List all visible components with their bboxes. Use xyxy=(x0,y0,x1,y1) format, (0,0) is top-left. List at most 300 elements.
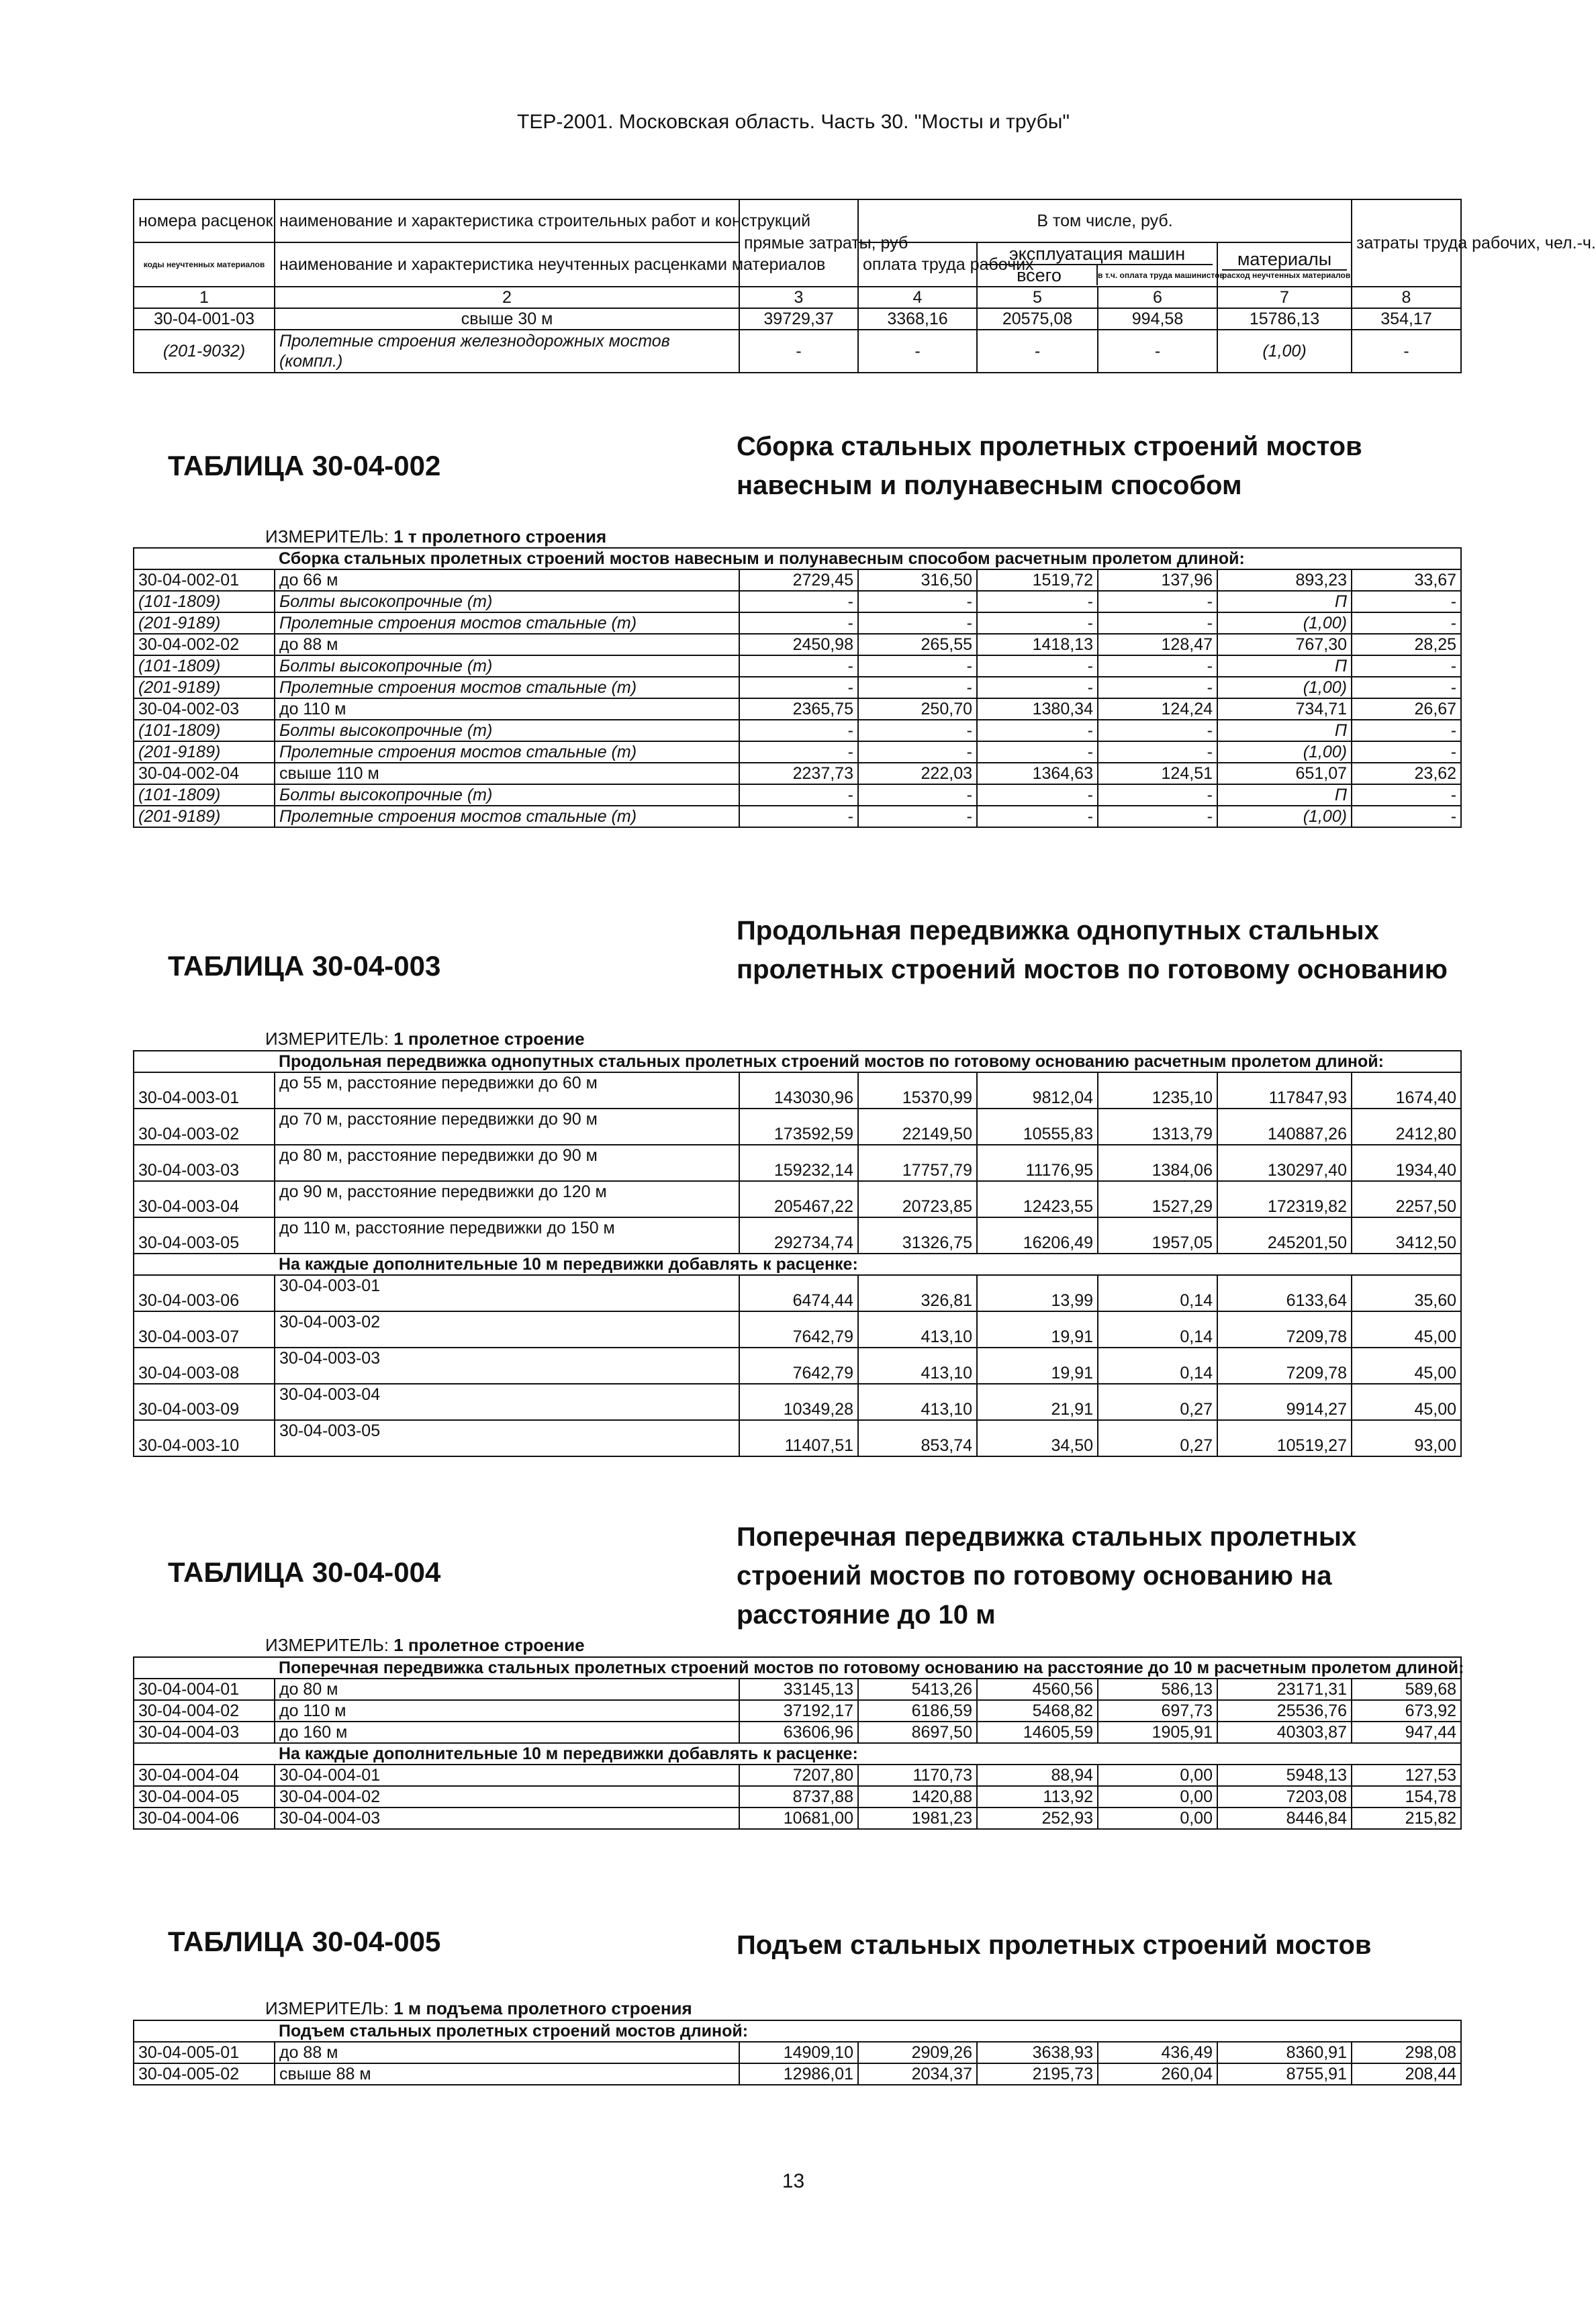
cell: 994,58 xyxy=(1098,308,1217,330)
col-num: 5 xyxy=(977,287,1098,308)
cell: - xyxy=(1098,784,1217,806)
col-machines-total-header: всего xyxy=(982,265,1097,285)
table-row xyxy=(134,612,1461,634)
meter-value: 1 т пролетного строения xyxy=(393,526,607,547)
row-code: (201-9189) xyxy=(134,612,275,634)
cell: 39729,37 xyxy=(739,308,858,330)
cell: 1674,40 xyxy=(1352,1072,1461,1109)
cell: 413,10 xyxy=(858,1384,977,1420)
cell: 767,30 xyxy=(1217,634,1352,655)
cell: - xyxy=(1098,655,1217,677)
cell: 413,10 xyxy=(858,1311,977,1348)
table-row xyxy=(134,1765,1461,1786)
table-row xyxy=(134,806,1461,827)
cell: - xyxy=(1098,330,1217,373)
cell: 7203,08 xyxy=(1217,1786,1352,1808)
row-code: 30-04-003-07 xyxy=(134,1311,275,1348)
col-including-header: В том числе, руб. xyxy=(858,199,1352,242)
row-code: 30-04-001-03 xyxy=(134,308,275,330)
table-caption: Поперечная передвижка стальных пролетных строений мостов по готовому основанию на расстояние до 10 м xyxy=(737,1522,1357,1630)
section-header: Подъем стальных пролетных строений мостов длиной: xyxy=(275,2020,1461,2042)
row-code: 30-04-005-02 xyxy=(134,2063,275,2085)
table-row xyxy=(134,1181,1461,1217)
cell: 260,04 xyxy=(1098,2063,1217,2085)
cell: 1364,63 xyxy=(977,763,1098,784)
table-caption: Сборка стальных пролетных строений мостов навесным и полунавесным способом xyxy=(737,432,1362,500)
meter-label: ИЗМЕРИТЕЛЬ: xyxy=(265,526,394,547)
table-30-04-005 xyxy=(133,2020,1460,2085)
cell: - xyxy=(739,806,858,827)
cell: 1420,88 xyxy=(858,1786,977,1808)
cell: - xyxy=(858,591,977,612)
meter-label: ИЗМЕРИТЕЛЬ: xyxy=(265,1998,394,2018)
meter-label: ИЗМЕРИТЕЛЬ: xyxy=(265,1635,394,1655)
row-code: (101-1809) xyxy=(134,591,275,612)
cell: 205467,22 xyxy=(739,1181,858,1217)
cell: 20723,85 xyxy=(858,1181,977,1217)
row-desc: до 110 м xyxy=(275,698,739,720)
section-header-row xyxy=(134,548,1461,569)
cell: (1,00) xyxy=(1217,677,1352,698)
cell: 22149,50 xyxy=(858,1109,977,1145)
meter-value: 1 пролетное строение xyxy=(393,1635,585,1655)
cell: 0,27 xyxy=(1098,1420,1217,1456)
table-caption: Подъем стальных пролетных строений мостов xyxy=(737,1930,1372,1960)
cell: (1,00) xyxy=(1217,330,1352,373)
row-desc: 30-04-004-02 xyxy=(275,1786,739,1808)
section-spacer xyxy=(134,2020,275,2042)
section-spacer xyxy=(134,1254,275,1275)
row-desc: до 160 м xyxy=(275,1722,739,1743)
col-num: 1 xyxy=(134,287,275,308)
cell: 5948,13 xyxy=(1217,1765,1352,1786)
cell: 31326,75 xyxy=(858,1217,977,1254)
cell: 12423,55 xyxy=(977,1181,1098,1217)
cell: - xyxy=(739,591,858,612)
cell: 12986,01 xyxy=(739,2063,858,2085)
col-wages-header: оплата труда рабочих xyxy=(858,242,977,287)
row-desc: 30-04-003-03 xyxy=(275,1348,739,1384)
cell: 853,74 xyxy=(858,1420,977,1456)
cell: 8446,84 xyxy=(1217,1808,1352,1829)
row-code: 30-04-002-02 xyxy=(134,634,275,655)
cell: - xyxy=(1352,612,1461,634)
row-code: (201-9189) xyxy=(134,806,275,827)
table-row xyxy=(134,1808,1461,1829)
col-num: 7 xyxy=(1217,287,1352,308)
row-code: (101-1809) xyxy=(134,784,275,806)
page-header: ТЕР-2001. Московская область. Часть 30. "Мосты и трубы" xyxy=(517,111,1070,133)
section-spacer xyxy=(134,548,275,569)
cell: 651,07 xyxy=(1217,763,1352,784)
row-desc: Пролетные строения мостов стальные (т) xyxy=(275,806,739,827)
cell: 13,99 xyxy=(977,1275,1098,1311)
cell: 14605,59 xyxy=(977,1722,1098,1743)
table-title: ТАБЛИЦА 30-04-002 xyxy=(168,450,441,481)
cell: - xyxy=(858,612,977,634)
cell: 5468,82 xyxy=(977,1700,1098,1722)
row-desc: до 88 м xyxy=(275,634,739,655)
row-desc: Болты высокопрочные (т) xyxy=(275,591,739,612)
cell: 436,49 xyxy=(1098,2042,1217,2063)
cell: - xyxy=(1352,741,1461,763)
cell: 45,00 xyxy=(1352,1348,1461,1384)
cell: 947,44 xyxy=(1352,1722,1461,1743)
meter xyxy=(265,1998,692,2019)
table-title: ТАБЛИЦА 30-04-003 xyxy=(168,950,441,982)
col-labor-hours-header: затраты труда рабочих, чел.-ч. xyxy=(1352,199,1461,287)
meter xyxy=(265,1635,585,1656)
cell: 16206,49 xyxy=(977,1217,1098,1254)
cell: - xyxy=(977,612,1098,634)
cell: 15786,13 xyxy=(1217,308,1352,330)
cell: 0,27 xyxy=(1098,1384,1217,1420)
cell: 0,14 xyxy=(1098,1348,1217,1384)
col-codes-header: номера расценок xyxy=(134,199,275,242)
table-row xyxy=(134,2042,1461,2063)
cell: 34,50 xyxy=(977,1420,1098,1456)
cell: 292734,74 xyxy=(739,1217,858,1254)
table-row xyxy=(134,698,1461,720)
cell: 1527,29 xyxy=(1098,1181,1217,1217)
cell: - xyxy=(739,612,858,634)
row-desc: до 70 м, расстояние передвижки до 90 м xyxy=(275,1109,739,1145)
cell: - xyxy=(858,330,977,373)
cell: 1170,73 xyxy=(858,1765,977,1786)
section-header: Продольная передвижка однопутных стальных пролетных строений мостов по готовому основанию расчетным пролетом длиной: xyxy=(275,1051,1461,1072)
cell: - xyxy=(977,591,1098,612)
row-code: 30-04-003-03 xyxy=(134,1145,275,1181)
machines-title: эксплуатация машин xyxy=(982,244,1213,265)
row-code: (201-9189) xyxy=(134,741,275,763)
row-code: (201-9032) xyxy=(134,330,275,373)
cell: - xyxy=(1352,677,1461,698)
row-desc: Болты высокопрочные (т) xyxy=(275,784,739,806)
cell: - xyxy=(1098,612,1217,634)
cell: 0,00 xyxy=(1098,1765,1217,1786)
cell: 172319,82 xyxy=(1217,1181,1352,1217)
cell: 8360,91 xyxy=(1217,2042,1352,2063)
section-header-row xyxy=(134,1657,1461,1679)
cell: 130297,40 xyxy=(1217,1145,1352,1181)
cell: - xyxy=(977,677,1098,698)
row-code: 30-04-003-02 xyxy=(134,1109,275,1145)
row-code: 30-04-004-01 xyxy=(134,1679,275,1700)
cell: - xyxy=(739,330,858,373)
cell: - xyxy=(1098,806,1217,827)
row-desc: до 110 м, расстояние передвижки до 150 м xyxy=(275,1217,739,1254)
section-header: Поперечная передвижка стальных пролетных строений мостов по готовому основанию на расстояние до 10 м расчетным пролетом длиной: xyxy=(275,1657,1461,1679)
cell: - xyxy=(739,677,858,698)
section-header-row xyxy=(134,2020,1461,2042)
col-direct-costs-header: прямые затраты, руб xyxy=(739,199,858,287)
cell: (1,00) xyxy=(1217,806,1352,827)
table-row xyxy=(134,1145,1461,1181)
cell: - xyxy=(977,330,1098,373)
cell: - xyxy=(977,784,1098,806)
cell: 2450,98 xyxy=(739,634,858,655)
cell: 6474,44 xyxy=(739,1275,858,1311)
cell: 316,50 xyxy=(858,569,977,591)
row-desc: до 66 м xyxy=(275,569,739,591)
cell: 3638,93 xyxy=(977,2042,1098,2063)
cell: 140887,26 xyxy=(1217,1109,1352,1145)
cell: 2729,45 xyxy=(739,569,858,591)
cell: 3412,50 xyxy=(1352,1217,1461,1254)
table-caption: Продольная передвижка однопутных стальных пролетных строений мостов по готовому основанию xyxy=(737,916,1448,984)
table-row xyxy=(134,677,1461,698)
cell: 173592,59 xyxy=(739,1109,858,1145)
cell: 1519,72 xyxy=(977,569,1098,591)
cell: 222,03 xyxy=(858,763,977,784)
row-code: 30-04-003-10 xyxy=(134,1420,275,1456)
cell: 2195,73 xyxy=(977,2063,1098,2085)
table-row xyxy=(134,1072,1461,1109)
table-row xyxy=(134,655,1461,677)
cell: 1418,13 xyxy=(977,634,1098,655)
cell: 265,55 xyxy=(858,634,977,655)
cell: 1384,06 xyxy=(1098,1145,1217,1181)
table-row xyxy=(134,784,1461,806)
row-desc: Болты высокопрочные (т) xyxy=(275,655,739,677)
cell: 15370,99 xyxy=(858,1072,977,1109)
cell: 673,92 xyxy=(1352,1700,1461,1722)
row-desc: до 90 м, расстояние передвижки до 120 м xyxy=(275,1181,739,1217)
cell: - xyxy=(858,784,977,806)
row-code: 30-04-003-08 xyxy=(134,1348,275,1384)
cell: 0,00 xyxy=(1098,1786,1217,1808)
table-row xyxy=(134,1420,1461,1456)
table-row xyxy=(134,591,1461,612)
table-row xyxy=(134,1348,1461,1384)
table-row xyxy=(134,634,1461,655)
cell: - xyxy=(739,741,858,763)
meter-label: ИЗМЕРИТЕЛЬ: xyxy=(265,1029,394,1049)
cell: 124,51 xyxy=(1098,763,1217,784)
table-title: ТАБЛИЦА 30-04-005 xyxy=(168,1926,441,1957)
row-code: 30-04-002-03 xyxy=(134,698,275,720)
section-header: На каждые дополнительные 10 м передвижки добавлять к расценке: xyxy=(275,1254,1461,1275)
cell: 9812,04 xyxy=(977,1072,1098,1109)
cell: 0,14 xyxy=(1098,1275,1217,1311)
cell: 1934,40 xyxy=(1352,1145,1461,1181)
table-row xyxy=(134,763,1461,784)
cell: 7209,78 xyxy=(1217,1311,1352,1348)
cell: - xyxy=(1098,591,1217,612)
cell: 586,13 xyxy=(1098,1679,1217,1700)
cell: 298,08 xyxy=(1352,2042,1461,2063)
cell: - xyxy=(977,655,1098,677)
row-code: 30-04-002-04 xyxy=(134,763,275,784)
row-desc: Пролетные строения мостов стальные (т) xyxy=(275,677,739,698)
cell: - xyxy=(977,806,1098,827)
cell: 5413,26 xyxy=(858,1679,977,1700)
cell: 208,44 xyxy=(1352,2063,1461,2085)
cell: 45,00 xyxy=(1352,1311,1461,1348)
cell: П xyxy=(1217,720,1352,741)
col-num: 8 xyxy=(1352,287,1461,308)
cell: 124,24 xyxy=(1098,698,1217,720)
cell: 28,25 xyxy=(1352,634,1461,655)
cell: 45,00 xyxy=(1352,1384,1461,1420)
cell: 1905,91 xyxy=(1098,1722,1217,1743)
section-spacer xyxy=(134,1657,275,1679)
cell: 19,91 xyxy=(977,1311,1098,1348)
cell: 127,53 xyxy=(1352,1765,1461,1786)
row-code: 30-04-003-04 xyxy=(134,1181,275,1217)
page-number: 13 xyxy=(782,2170,805,2192)
cell: 21,91 xyxy=(977,1384,1098,1420)
cell: 10681,00 xyxy=(739,1808,858,1829)
row-code: (101-1809) xyxy=(134,655,275,677)
cell: 1380,34 xyxy=(977,698,1098,720)
cell: - xyxy=(739,655,858,677)
table-title: ТАБЛИЦА 30-04-004 xyxy=(168,1556,441,1588)
cell: 215,82 xyxy=(1352,1808,1461,1829)
row-desc: 30-04-004-03 xyxy=(275,1808,739,1829)
col-work-name-header: наименование и характеристика строительных работ и конструкций xyxy=(275,199,739,242)
row-desc: до 88 м xyxy=(275,2042,739,2063)
cell: 2412,80 xyxy=(1352,1109,1461,1145)
cell: 9914,27 xyxy=(1217,1384,1352,1420)
col-machinist-wages-header: в т.ч. оплата труда машинистов xyxy=(1098,271,1225,280)
cell: - xyxy=(858,741,977,763)
col-num: 6 xyxy=(1098,287,1217,308)
row-desc: Болты высокопрочные (т) xyxy=(275,720,739,741)
cell: 6186,59 xyxy=(858,1700,977,1722)
table-row xyxy=(134,1384,1461,1420)
cell: 589,68 xyxy=(1352,1679,1461,1700)
cell: 7642,79 xyxy=(739,1348,858,1384)
cell: 7642,79 xyxy=(739,1311,858,1348)
cell: 10555,83 xyxy=(977,1109,1098,1145)
cell: 33145,13 xyxy=(739,1679,858,1700)
cell: 2237,73 xyxy=(739,763,858,784)
table-row xyxy=(134,720,1461,741)
cell: 128,47 xyxy=(1098,634,1217,655)
row-desc: свыше 30 м xyxy=(275,308,739,330)
cell: 250,70 xyxy=(858,698,977,720)
row-desc: Пролетные строения железнодорожных мостов (компл.) xyxy=(275,330,739,373)
cell: 0,14 xyxy=(1098,1311,1217,1348)
table-row xyxy=(134,1311,1461,1348)
col-num: 2 xyxy=(275,287,739,308)
cell: 2365,75 xyxy=(739,698,858,720)
cell: 19,91 xyxy=(977,1348,1098,1384)
row-desc: Пролетные строения мостов стальные (т) xyxy=(275,741,739,763)
cell: 37192,17 xyxy=(739,1700,858,1722)
table-row xyxy=(134,2063,1461,2085)
cell: 20575,08 xyxy=(977,308,1098,330)
cell: (1,00) xyxy=(1217,741,1352,763)
cell: 11407,51 xyxy=(739,1420,858,1456)
row-code: 30-04-003-06 xyxy=(134,1275,275,1311)
row-code: 30-04-004-06 xyxy=(134,1808,275,1829)
cell: 2257,50 xyxy=(1352,1181,1461,1217)
table-row xyxy=(134,1722,1461,1743)
section-header: Сборка стальных пролетных строений мостов навесным и полунавесным способом расчетным пролетом длиной: xyxy=(275,548,1461,569)
row-desc: до 80 м xyxy=(275,1679,739,1700)
row-code: 30-04-003-09 xyxy=(134,1384,275,1420)
cell: 354,17 xyxy=(1352,308,1461,330)
cell: 8737,88 xyxy=(739,1786,858,1808)
cell: 33,67 xyxy=(1352,569,1461,591)
cell: 143030,96 xyxy=(739,1072,858,1109)
cell: П xyxy=(1217,591,1352,612)
cell: 252,93 xyxy=(977,1808,1098,1829)
cell: 413,10 xyxy=(858,1348,977,1384)
col-materials-header xyxy=(1217,242,1352,287)
cell: 893,23 xyxy=(1217,569,1352,591)
col-material-name-header: наименование и характеристика неучтенных расценками материалов xyxy=(275,242,739,287)
row-code: 30-04-003-01 xyxy=(134,1072,275,1109)
row-code: (101-1809) xyxy=(134,720,275,741)
cell: 1313,79 xyxy=(1098,1109,1217,1145)
cell: - xyxy=(739,784,858,806)
cell: (1,00) xyxy=(1217,612,1352,634)
section-header-row xyxy=(134,1051,1461,1072)
cell: 88,94 xyxy=(977,1765,1098,1786)
row-desc: 30-04-004-01 xyxy=(275,1765,739,1786)
col-material-codes-header: коды неучтенных материалов xyxy=(134,242,275,287)
cell: 4560,56 xyxy=(977,1679,1098,1700)
table-row xyxy=(134,1700,1461,1722)
cell: - xyxy=(1352,330,1461,373)
cell: 10519,27 xyxy=(1217,1420,1352,1456)
section-spacer xyxy=(134,1051,275,1072)
table-row xyxy=(134,1786,1461,1808)
cell: - xyxy=(977,741,1098,763)
cell: 137,96 xyxy=(1098,569,1217,591)
table-row xyxy=(134,1679,1461,1700)
row-code: 30-04-004-05 xyxy=(134,1786,275,1808)
cell: 23,62 xyxy=(1352,763,1461,784)
cell: 3368,16 xyxy=(858,308,977,330)
cell: 734,71 xyxy=(1217,698,1352,720)
cell: - xyxy=(1098,720,1217,741)
table-row xyxy=(134,1275,1461,1311)
cell: 2034,37 xyxy=(858,2063,977,2085)
cell: 14909,10 xyxy=(739,2042,858,2063)
cell: 40303,87 xyxy=(1217,1722,1352,1743)
cell: 1235,10 xyxy=(1098,1072,1217,1109)
meter xyxy=(265,1029,585,1049)
cell: П xyxy=(1217,784,1352,806)
cell: 326,81 xyxy=(858,1275,977,1311)
table-30-04-002 xyxy=(133,547,1460,828)
row-code: 30-04-004-03 xyxy=(134,1722,275,1743)
cell: - xyxy=(1352,655,1461,677)
row-desc: 30-04-003-04 xyxy=(275,1384,739,1420)
cell: - xyxy=(858,655,977,677)
row-desc: до 80 м, расстояние передвижки до 90 м xyxy=(275,1145,739,1181)
section-header-row xyxy=(134,1254,1461,1275)
cell: - xyxy=(1098,741,1217,763)
row-desc: до 110 м xyxy=(275,1700,739,1722)
section-header-row xyxy=(134,1743,1461,1765)
cell: 25536,76 xyxy=(1217,1700,1352,1722)
cell: 17757,79 xyxy=(858,1145,977,1181)
row-code: 30-04-004-02 xyxy=(134,1700,275,1722)
cell: 26,67 xyxy=(1352,698,1461,720)
row-desc: до 55 м, расстояние передвижки до 60 м xyxy=(275,1072,739,1109)
cell: - xyxy=(858,806,977,827)
table-row xyxy=(134,1109,1461,1145)
cell: - xyxy=(977,720,1098,741)
table-30-04-003 xyxy=(133,1050,1460,1457)
cell: 7209,78 xyxy=(1217,1348,1352,1384)
cell: П xyxy=(1217,655,1352,677)
